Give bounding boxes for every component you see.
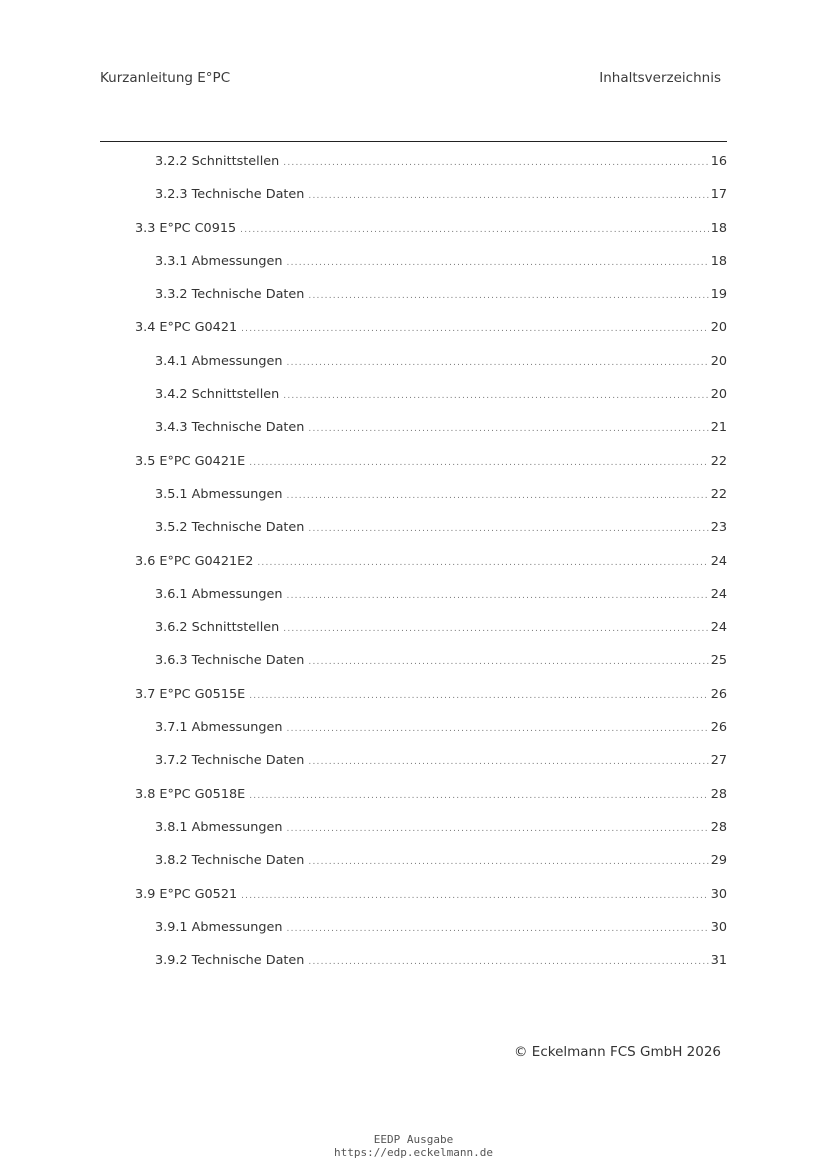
toc-dot-leader — [308, 752, 708, 772]
toc-entry-page-number[interactable]: 30 — [710, 919, 727, 935]
toc-entry-title[interactable]: 3.6.1 Abmessungen — [155, 586, 283, 602]
toc-entry[interactable] — [0, 618, 827, 651]
toc-entry-page-number[interactable]: 28 — [710, 786, 727, 802]
toc-dot-leader — [257, 553, 708, 573]
toc-entry-page-number[interactable]: 26 — [710, 720, 727, 736]
toc-entry-page-number[interactable]: 24 — [710, 620, 727, 636]
toc-entry[interactable] — [0, 485, 827, 518]
table-of-contents — [0, 152, 827, 984]
toc-entry-title[interactable]: 3.2.2 Schnittstellen — [155, 154, 280, 169]
toc-dot-leader — [287, 719, 709, 739]
toc-entry[interactable] — [0, 185, 827, 218]
toc-entry[interactable] — [0, 352, 827, 385]
toc-dot-leader — [287, 253, 709, 273]
toc-entry[interactable] — [0, 219, 827, 252]
toc-entry-page-number[interactable]: 25 — [710, 653, 727, 669]
toc-dot-leader — [308, 286, 708, 306]
toc-entry[interactable] — [0, 685, 827, 718]
toc-dot-leader — [241, 886, 709, 906]
toc-entry[interactable] — [0, 585, 827, 618]
toc-entry[interactable] — [0, 285, 827, 318]
copyright-notice: © Eckelmann FCS GmbH 2026 — [514, 1044, 721, 1060]
toc-entry[interactable] — [0, 418, 827, 451]
toc-dot-leader — [283, 386, 708, 406]
header-divider — [100, 141, 727, 142]
toc-entry-title[interactable]: 3.7.1 Abmessungen — [155, 720, 283, 736]
toc-dot-leader — [287, 586, 709, 606]
toc-entry[interactable] — [0, 318, 827, 351]
toc-entry-page-number[interactable]: 20 — [710, 320, 727, 336]
toc-entry-title[interactable]: 3.5.1 Abmessungen — [155, 486, 283, 502]
toc-entry-title[interactable]: 3.8 E°PC G0518E — [135, 786, 246, 802]
toc-dot-leader — [249, 453, 709, 473]
toc-entry-title[interactable]: 3.3 E°PC C0915 — [135, 220, 237, 236]
toc-entry-title[interactable]: 3.2.3 Technische Daten — [155, 187, 305, 203]
toc-entry[interactable] — [0, 152, 827, 185]
toc-entry[interactable] — [0, 252, 827, 285]
toc-dot-leader — [249, 786, 709, 806]
toc-entry[interactable] — [0, 818, 827, 851]
toc-dot-leader — [240, 220, 709, 240]
toc-entry[interactable] — [0, 718, 827, 751]
toc-entry-title[interactable]: 3.7.2 Technische Daten — [155, 753, 305, 769]
toc-entry-title[interactable]: 3.3.2 Technische Daten — [155, 287, 305, 303]
toc-entry-page-number[interactable]: 16 — [710, 154, 727, 169]
footer-url-link[interactable]: https://edp.eckelmann.de — [334, 1146, 493, 1159]
toc-entry-page-number[interactable]: 31 — [710, 953, 727, 969]
toc-entry-page-number[interactable]: 22 — [710, 453, 727, 469]
toc-dot-leader — [287, 486, 709, 506]
toc-dot-leader — [308, 952, 708, 972]
toc-entry-title[interactable]: 3.9.2 Technische Daten — [155, 953, 305, 969]
toc-entry-title[interactable]: 3.5.2 Technische Daten — [155, 520, 305, 536]
toc-entry-page-number[interactable]: 29 — [710, 853, 727, 869]
toc-entry-title[interactable]: 3.4 E°PC G0421 — [135, 320, 238, 336]
toc-entry-page-number[interactable]: 22 — [710, 486, 727, 502]
toc-dot-leader — [283, 153, 708, 173]
toc-entry-page-number[interactable]: 18 — [710, 253, 727, 269]
toc-entry-page-number[interactable]: 26 — [710, 686, 727, 702]
toc-entry-title[interactable]: 3.8.2 Technische Daten — [155, 853, 305, 869]
toc-entry[interactable] — [0, 751, 827, 784]
toc-entry-title[interactable]: 3.5 E°PC G0421E — [135, 453, 246, 469]
footer-edition-label: EEDP Ausgabe — [373, 1133, 454, 1146]
toc-entry[interactable] — [0, 552, 827, 585]
page-footer — [0, 1133, 827, 1159]
toc-entry-title[interactable]: 3.4.3 Technische Daten — [155, 420, 305, 436]
section-title: Inhaltsverzeichnis — [599, 70, 721, 86]
toc-dot-leader — [249, 686, 709, 706]
toc-dot-leader — [308, 419, 708, 439]
document-title: Kurzanleitung E°PC — [100, 70, 231, 86]
toc-entry[interactable] — [0, 951, 827, 984]
toc-entry[interactable] — [0, 385, 827, 418]
toc-entry-page-number[interactable]: 19 — [710, 287, 727, 303]
toc-entry-page-number[interactable]: 20 — [710, 353, 727, 369]
toc-entry-page-number[interactable]: 23 — [710, 520, 727, 536]
toc-entry[interactable] — [0, 518, 827, 551]
toc-dot-leader — [287, 353, 709, 373]
toc-entry[interactable] — [0, 851, 827, 884]
toc-entry-page-number[interactable]: 21 — [710, 420, 727, 436]
toc-entry[interactable] — [0, 651, 827, 684]
toc-entry-page-number[interactable]: 24 — [710, 586, 727, 602]
toc-dot-leader — [287, 819, 709, 839]
toc-entry-page-number[interactable]: 17 — [710, 187, 727, 203]
toc-entry-title[interactable]: 3.6.3 Technische Daten — [155, 653, 305, 669]
toc-entry[interactable] — [0, 785, 827, 818]
toc-entry-title[interactable]: 3.9.1 Abmessungen — [155, 919, 283, 935]
toc-entry-page-number[interactable]: 30 — [710, 886, 727, 902]
toc-entry-page-number[interactable]: 24 — [710, 553, 727, 569]
toc-dot-leader — [283, 619, 708, 639]
toc-entry-page-number[interactable]: 18 — [710, 220, 727, 236]
toc-entry-title[interactable]: 3.4.1 Abmessungen — [155, 353, 283, 369]
toc-dot-leader — [308, 519, 708, 539]
toc-entry-page-number[interactable]: 20 — [710, 387, 727, 403]
toc-entry-title[interactable]: 3.9 E°PC G0521 — [135, 886, 238, 902]
toc-dot-leader — [308, 852, 708, 872]
toc-entry-title[interactable]: 3.8.1 Abmessungen — [155, 819, 283, 835]
toc-entry[interactable] — [0, 885, 827, 918]
toc-dot-leader — [287, 919, 709, 939]
toc-entry-title[interactable]: 3.6 E°PC G0421E2 — [135, 553, 254, 569]
toc-entry-title[interactable]: 3.7 E°PC G0515E — [135, 686, 246, 702]
toc-entry-title[interactable]: 3.4.2 Schnittstellen — [155, 387, 280, 403]
toc-entry-page-number[interactable]: 27 — [710, 753, 727, 769]
toc-entry-title[interactable]: 3.6.2 Schnittstellen — [155, 620, 280, 636]
toc-dot-leader — [241, 319, 709, 339]
toc-entry[interactable] — [0, 452, 827, 485]
toc-entry-title[interactable]: 3.3.1 Abmessungen — [155, 253, 283, 269]
toc-entry-page-number[interactable]: 28 — [710, 819, 727, 835]
toc-entry[interactable] — [0, 918, 827, 951]
toc-dot-leader — [308, 186, 708, 206]
toc-dot-leader — [308, 652, 708, 672]
